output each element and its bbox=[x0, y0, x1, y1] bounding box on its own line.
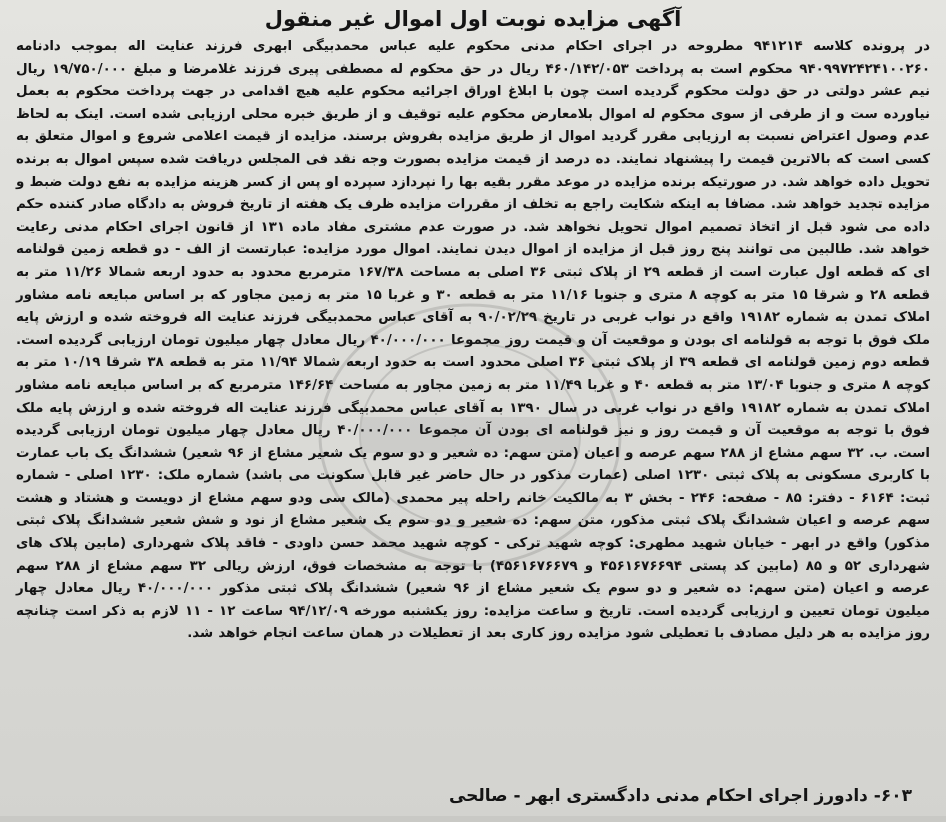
notice-body: در پرونده کلاسه ۹۴۱۲۱۴ مطروحه در اجرای احکام مدنی محکوم علیه عباس محمدبیگی ابهری فرزند عنایت اله بموجب دادنامه ۹۴۰۹۹۷۲۴۲۴۱۰۰۲۶۰ محکوم است به پرداخت ۴۶۰/۱۴۲/۰۵۳ ریال در حق محکوم له مصطفی پیری فرزند غلامرضا و مبلغ ۱۹/۷۵۰/۰۰۰ ریال نیم عشر دولتی در حق دولت محکوم گردیده است چون با ابلاغ اوراق اجرائیه محکوم علیه هیچ اقدامی در جهت پرداخت محکوم به بعمل نیاورده ست و از طرفی از سوی محکوم له اموال بلامعارض محکوم علیه توقیف و از طریق خبره محلی ارزیابی شده است. اینک به لحاظ عدم وصول اعتراض نسبت به ارزیابی مقرر گردید اموال از طریق مزایده بفروش برسند. مزایده از قیمت اعلامی شروع و اموال متعلق به کسی است که بالاترین قیمت را پیشنهاد نمایند. ده درصد از قیمت مزایده بصورت وجه نقد فی المجلس دریافت شده سپس اموال به برنده تحویل داده خواهد شد. در صورتیکه برنده مزایده در موعد مقرر بقیه بها را نپردازد سپرده او پس از کسر هزینه مزایده به نفع دولت ضبط و مزایده تجدید خواهد شد. مضافا به اینکه شکایت راجع به تخلف از مقررات مزایده ظرف یک هفته از تاریخ فروش به دادگاه صادر کننده حکم داده می شود قبل از اتخاذ تصمیم اموال تحویل نخواهد شد. در صورت عدم مشتری مفاد ماده ۱۳۱ از قانون اجرای احکام مدنی رعایت خواهد شد. طالبین می توانند پنج روز قبل از مزایده از اموال دیدن نمایند. اموال مورد مزایده: عبارتست از الف - دو قطعه زمین قولنامه ای که قطعه اول عبارت است از قطعه ۲۹ از پلاک ثبتی ۳۶ اصلی به مساحت ۱۶۷/۳۸ مترمربع محدود به حدود اربعه شمالا ۱۱/۲۶ متر به قطعه ۲۸ و شرقا ۱۵ متر به کوچه ۸ متری و جنوبا ۱۱/۱۶ متر به قطعه ۳۰ و غربا ۱۵ متر به زمین مجاور که بر اساس مبایعه نامه مشاور املاک تمدن به شماره ۱۹۱۸۲ واقع در نواب غربی در تاریخ ۹۰/۰۲/۲۹ به آقای عباس محمدبیگی فرزند عنایت اله فروخته شده و ارزش پایه ملک فوق با توجه به قولنامه ای بودن و موقعیت آن و قیمت روز مجموعا ۴۰/۰۰۰/۰۰۰ ریال معادل چهار میلیون تومان ارزیابی گردیده است. قطعه دوم زمین قولنامه ای قطعه ۳۹ از پلاک ثبتی ۳۶ اصلی محدود است به حدود اربعه شمالا ۱۱/۹۴ متر به قطعه ۳۸ شرقا ۱۰/۱۹ متر به کوچه ۸ متری و جنوبا ۱۳/۰۴ متر به قطعه ۴۰ و غربا ۱۱/۴۹ متر به زمین مجاور به مساحت ۱۴۶/۶۴ مترمربع که بر اساس مبایعه نامه مشاور املاک تمدن به شماره ۱۹۱۸۲ واقع در نواب غربی در سال ۱۳۹۰ به آقای عباس محمدبیگی فرزند عنایت اله فروخته شده و ارزش پایه ملک فوق با توجه به موقعیت آن و قیمت روز و نیز قولنامه ای بودن آن مجموعا ۴۰/۰۰۰/۰۰۰ ریال معادل چهار میلیون تومان ارزیابی گردیده است. ب. ۳۲ سهم مشاع از ۲۸۸ سهم عرصه و اعیان (متن سهم: ده شعیر و دو سوم یک شعیر مشاع از ۹۶ شعیر) ششدانگ یک باب عمارت با کاربری مسکونی به پلاک ثبتی ۱۲۳۰ اصلی (عمارت مذکور در حال حاضر غیر قابل سکونت می باشد) شماره ملک: ۱۲۳۰ اصلی - شماره ثبت: ۶۱۶۴ - دفتر: ۸۵ - صفحه: ۲۴۶ - بخش ۳ به مالکیت خانم راحله پیر محمدی (مالک سی ودو سهم مشاع از دویست و هشتاد و هشت سهم عرصه و اعیان ششدانگ پلاک ثبتی مذکور، متن سهم: ده شعیر و دو سوم یک شعیر مشاع از نود و شش شعیر ششدانگ پلاک ثبتی مذکور) واقع در ابهر - خیابان شهید مطهری: کوچه شهید ترکی - کوچه شهید محمد حسن داودی - فاقد پلاک شهرداری (مابین پلاک های شهرداری ۵۲ و ۸۵ (مابین کد پستی ۴۵۶۱۶۷۶۶۹۴ و ۴۵۶۱۶۷۶۶۷۹) با توجه به مشخصات فوق، ارزش ریالی ۳۲ سهم مشاع از ۲۸۸ سهم عرصه و اعیان (متن سهم: ده شعیر و دو سوم یک شعیر مشاع از ۹۶ شعیر) ششدانگ پلاک ثبتی مذکور ۴۰/۰۰۰/۰۰۰ ریال معادل چهار میلیون تومان تعیین و ارزیابی گردیده است. تاریخ و ساعت مزایده: روز یکشنبه مورخه ۹۴/۱۲/۰۹ ساعت ۱۲ - ۱۱ لازم به ذکر است چنانچه روز مزایده به هر دلیل مصادف با تعطیلی شود مزایده روز کاری بعد از تعطیلات در همان ساعت انجام خواهد شد. bbox=[16, 39, 931, 642]
page-bottom-edge bbox=[0, 816, 946, 822]
notice-title: آگهی مزایده نوبت اول اموال غیر منقول bbox=[264, 7, 682, 31]
notice-signature: ۶۰۳- دادورز اجرای احکام مدنی دادگستری ابهر - صالحی bbox=[448, 786, 912, 806]
